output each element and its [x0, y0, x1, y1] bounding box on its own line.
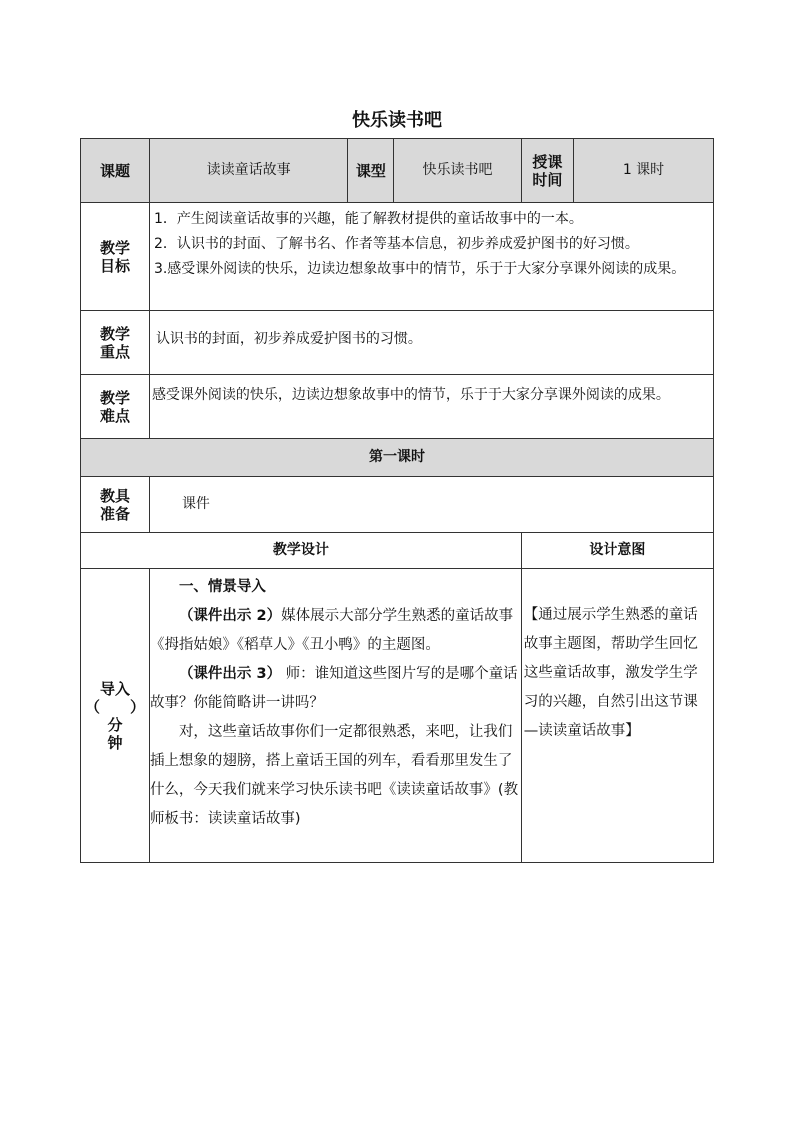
intro-label-line2: （ ）分	[84, 697, 145, 734]
difficulties-text: 感受课外阅读的快乐，边读边想象故事中的情节，乐于于大家分享课外阅读的成果。	[149, 375, 713, 439]
goal-item-1: 1．产生阅读童话故事的兴趣，能了解教材提供的童话故事中的一本。	[153, 211, 583, 227]
header-row	[81, 139, 714, 203]
goal-item-2: 2．认识书的封面、了解书名、作者等基本信息，初步养成爱护图书的好习惯。	[153, 236, 639, 252]
intro-label-line1: 导入	[99, 679, 130, 698]
page-title: 快乐读书吧	[352, 110, 442, 131]
difficulties-label: 教学难点	[81, 375, 150, 439]
intro-intent: 【通过展示学生熟悉的童话故事主题图，帮助学生回忆这些童话故事，激发学生学习的兴趣，自然引出这节课—读读童话故事】	[521, 569, 713, 863]
intro-row	[81, 569, 714, 863]
goals-label: 教学目标	[81, 203, 150, 311]
intent-header: 设计意图	[521, 533, 713, 569]
type-value: 快乐读书吧	[394, 139, 521, 203]
intro-paragraph-1	[150, 602, 519, 660]
intro-paragraph-3: 对，这些童话故事你们一定都很熟悉，来吧，让我们插上想象的翅膀，搭上童话王国的列车，看看那里发生了什么，今天我们就来学习快乐读书吧《读读童话故事》(教师板书：读读童话故事)	[149, 724, 519, 827]
key-points-row	[81, 311, 714, 375]
goals-content	[149, 203, 713, 311]
lesson-plan-table	[80, 138, 714, 863]
key-points-text: 认识书的封面，初步养成爱护图书的习惯。	[149, 311, 713, 375]
materials-row	[81, 477, 714, 533]
topic-label: 课题	[81, 139, 150, 203]
intro-p1-bold: （课件出示 2）	[178, 608, 282, 624]
intro-p1-text: 媒体展示大部分学生熟悉的童话故事《拇指姑娘》《稻草人》《丑小鸭》的主题图。	[149, 608, 514, 653]
session-title: 第一课时	[81, 439, 714, 477]
materials-label: 教具准备	[81, 477, 150, 533]
intro-paragraph-2	[150, 660, 519, 718]
goal-item-3: 3.感受课外阅读的快乐，边读边想象故事中的情节，乐于于大家分享课外阅读的成果。	[153, 261, 686, 277]
time-value: 1 课时	[573, 139, 713, 203]
goals-row	[81, 203, 714, 311]
materials-value: 课件	[149, 477, 713, 533]
design-header-row	[81, 533, 714, 569]
session-row	[81, 439, 714, 477]
type-label: 课型	[348, 139, 394, 203]
intro-content	[149, 569, 521, 863]
topic-value: 读读童话故事	[149, 139, 347, 203]
intro-label-line3: 钟	[107, 733, 123, 752]
time-label: 授课时间	[521, 139, 573, 203]
intro-p2-bold: （课件出示 3）	[178, 666, 282, 682]
intro-p2-text: 师：谁知道这些图片写的是哪个童话故事？你能简略讲一讲吗？	[149, 666, 518, 711]
key-points-label: 教学重点	[81, 311, 150, 375]
intro-heading: 一、情景导入	[178, 579, 266, 595]
design-header: 教学设计	[81, 533, 522, 569]
intro-label	[81, 569, 150, 863]
difficulties-row	[81, 375, 714, 439]
